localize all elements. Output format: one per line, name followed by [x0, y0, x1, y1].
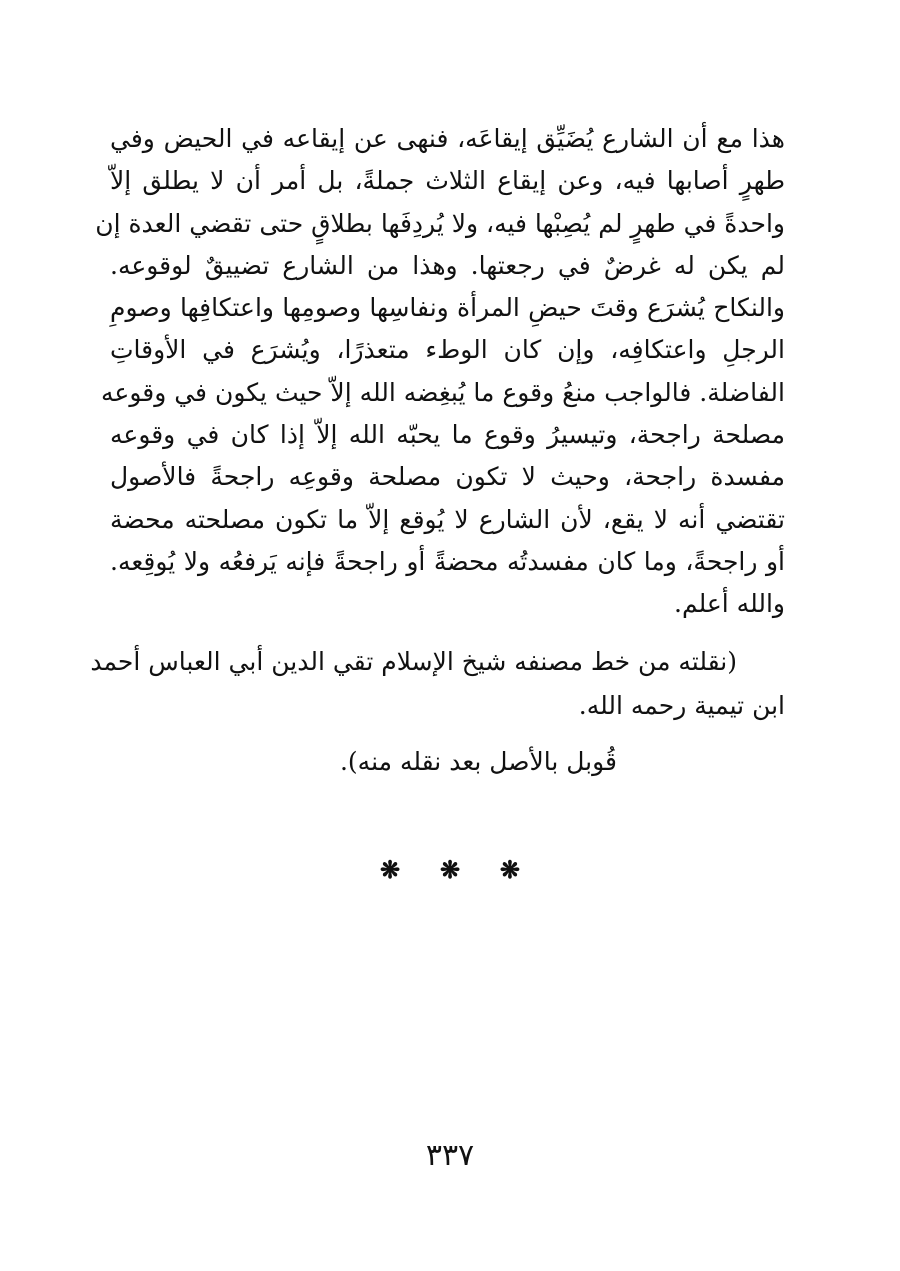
text-line: تقتضي أنه لا يقع، لأن الشارع لا يُوقع إلاّ ما تكون مصلحته محضة [110, 504, 785, 534]
asterisk-ornament-icon: ❋ [380, 855, 401, 884]
page-number: ٣٣٧ [425, 1138, 475, 1173]
section-separator [380, 855, 520, 885]
text-line: طهرٍ أصابها فيه، وعن إيقاع الثلاث جملةً، بل أمر أن لا يطلق إلاّ [110, 166, 785, 196]
text-line: الرجلِ واعتكافِه، وإن كان الوطء متعذرًا، ويُشرَع في الأوقاتِ [110, 335, 785, 365]
text-line: لم يكن له غرضٌ في رجعتها. وهذا من الشارع تضييقٌ لوقوعه. [110, 250, 785, 280]
collation-note: قُوبل بالأصل بعد نقله منه). [339, 747, 617, 776]
text-line: هذا مع أن الشارع يُضَيِّق إيقاعَه، فنهى عن إيقاعه في الحيض وفي [110, 124, 785, 153]
asterisk-ornament-icon: ❋ [439, 855, 461, 884]
text-line: واحدةً في طهرٍ لم يُصِبْها فيه، ولا يُردِفَها بطلاقٍ حتى تقضي العدة إن [95, 208, 785, 238]
text-line: أو راجحةً، وما كان مفسدتُه محضةً أو راجحةً فإنه يَرفعُه ولا يُوقِعه. [110, 546, 785, 576]
text-line: والله أعلم. [674, 589, 785, 619]
asterisk-ornament-icon: ❋ [499, 855, 520, 884]
text-line: مفسدة راجحة، وحيث لا تكون مصلحة وقوعِه راجحةً فالأصول [110, 462, 785, 492]
text-line: الفاضلة. فالواجب منعُ وقوع ما يُبغِضه الله إلاّ حيث يكون في وقوعه [101, 377, 785, 407]
main-text [95, 118, 785, 626]
text-line: والنكاح يُشرَع وقتَ حيضِ المرأة ونفاسِها وصومِها واعتكافِها وصومِ [110, 293, 785, 323]
note-line: ابن تيمية رحمه الله. [578, 691, 785, 720]
copyist-note [90, 640, 785, 728]
note-line: (نقلته من خط مصنفه شيخ الإسلام تقي الدين أبي العباس أحمد [90, 647, 737, 676]
text-line: مصلحة راجحة، وتيسيرُ وقوع ما يحبّه الله إلاّ إذا كان في وقوعه [110, 420, 785, 450]
